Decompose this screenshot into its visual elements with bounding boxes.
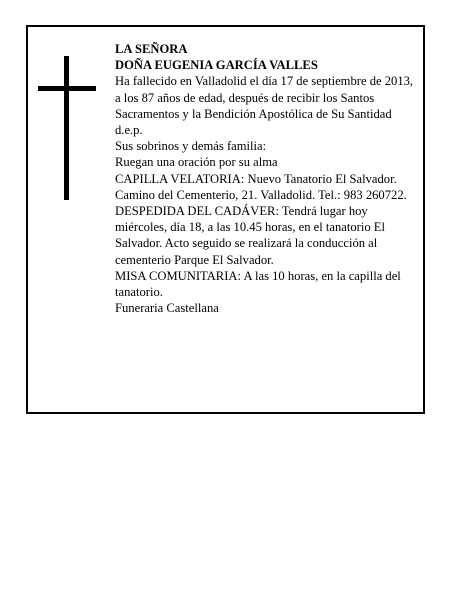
prayer-request: Ruegan una oración por su alma [115, 155, 278, 170]
family-line: Sus sobrinos y demás familia: [115, 139, 267, 154]
deceased-name: DOÑA EUGENIA GARCÍA VALLES [115, 58, 318, 73]
rest-in-peace: d.e.p. [115, 123, 143, 138]
farewell-info: DESPEDIDA DEL CADÁVER: Tendrá lugar hoy miércoles, día 18, a las 10.45 horas, en el tanatorio El Salvador. Acto seguido se realizará la conducción al cementerio Parque El Salvador. [115, 204, 385, 267]
notice-title-line-1: LA SEÑORA [115, 42, 188, 56]
obituary-notice [26, 25, 425, 414]
funeral-home: Funeraria Castellana [115, 301, 219, 316]
wake-chapel-info: CAPILLA VELATORIA: Nuevo Tanatorio El Salvador. Camino del Cementerio, 21. Valladolid. Tel.: 983 260722. [115, 171, 407, 202]
cross-horizontal-bar [38, 86, 96, 91]
cross-vertical-bar [64, 56, 69, 200]
mass-info: MISA COMUNITARIA: A las 10 horas, en la capilla del tanatorio. [115, 268, 401, 300]
cross-icon [38, 56, 98, 200]
notice-text [115, 41, 420, 316]
death-announcement: Ha fallecido en Valladolid el día 17 de septiembre de 2013, a los 87 años de edad, después de recibir los Santos Sacramentos y la Bendición Apostólica de Su Santidad [115, 74, 414, 121]
